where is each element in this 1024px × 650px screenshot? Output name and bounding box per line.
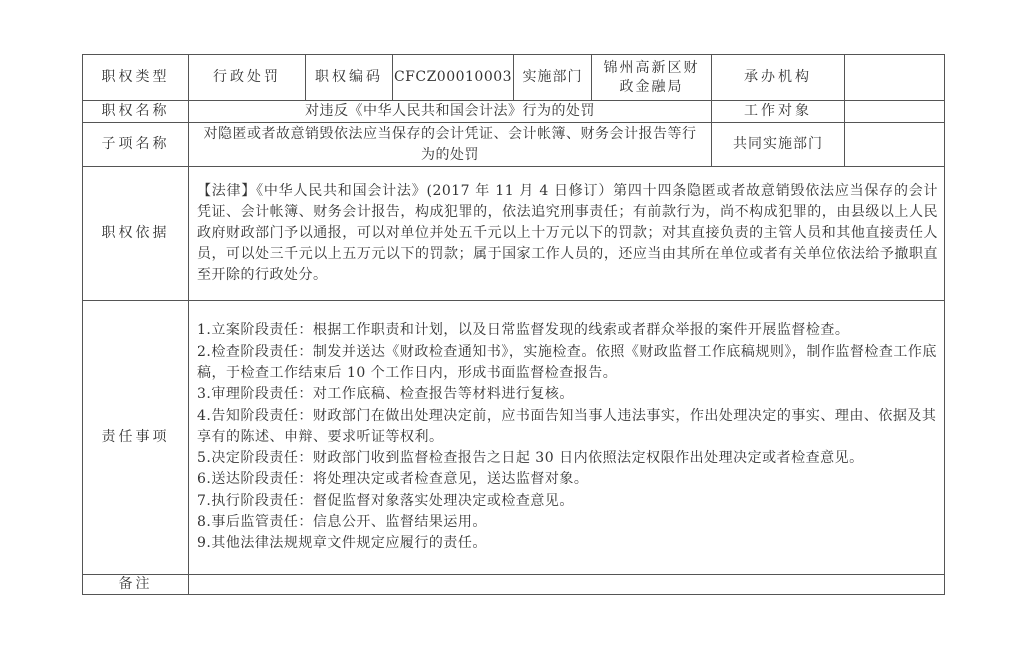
resp-item-1: 1.立案阶段责任：根据工作职责和计划，以及日常监督发现的线索或者群众举报的案件开展监督检查。 [197, 322, 850, 339]
value-target [845, 101, 945, 123]
value-note [189, 575, 945, 595]
resp-item-9: 9.其他法律法规规章文件规定应履行的责任。 [197, 535, 487, 552]
row-type [83, 55, 945, 101]
label-name: 职权名称 [83, 101, 189, 123]
label-org: 承办机构 [712, 55, 845, 101]
value-type: 行政处罚 [189, 55, 306, 101]
row-resp [83, 301, 945, 575]
resp-item-3: 3.审理阶段责任：对工作底稿、检查报告等材料进行复核。 [197, 386, 574, 403]
row-name [83, 101, 945, 123]
label-resp: 责任事项 [83, 301, 189, 575]
resp-item-2: 2.检查阶段责任：制发并送达《财政检查通知书》，实施检查。依照《财政监督工作底稿规则》，制作监督检查工作底稿，于检查工作结束后 10 个工作日内，形成书面监督检查报告。 [197, 343, 937, 381]
value-dept: 锦州高新区财政金融局 [592, 55, 712, 101]
value-name: 对违反《中华人民共和国会计法》行为的处罚 [189, 101, 712, 123]
value-org [845, 55, 945, 101]
resp-item-6: 6.送达阶段责任：将处理决定或者检查意见，送达监督对象。 [197, 471, 589, 488]
row-basis [83, 167, 945, 301]
label-type: 职权类型 [83, 55, 189, 101]
value-code: CFCZ00010003 [393, 55, 514, 101]
label-joint: 共同实施部门 [712, 123, 845, 167]
label-code: 职权编码 [306, 55, 393, 101]
resp-list [189, 301, 945, 575]
row-sub [83, 123, 945, 167]
label-sub: 子项名称 [83, 123, 189, 167]
label-basis: 职权依据 [83, 167, 189, 301]
value-basis: 【法律】《中华人民共和国会计法》(2017 年 11 月 4 日修订）第四十四条隐匿或者故意销毁依法应当保存的会计凭证、会计帐簿、财务会计报告，构成犯罪的，依法追究刑事责任；有前款行为，尚不构成犯罪的，由县级以上人民政府财政部门予以通报，可以对单位并处五千元以上十万元以下的罚款；对其直接负责的主管人员和其他直接责任人员，可以处三千元以上五万元以下的罚款；属于国家工作人员的，还应当由其所在单位或者有关单位依法给予撤职直至开除的行政处分。 [189, 167, 945, 301]
value-sub: 对隐匿或者故意销毁依法应当保存的会计凭证、会计帐簿、财务会计报告等行为的处罚 [189, 123, 712, 167]
label-dept: 实施部门 [514, 55, 592, 101]
resp-item-8: 8.事后监管责任：信息公开、监督结果运用。 [197, 514, 487, 531]
row-note [83, 575, 945, 595]
authority-table [82, 54, 945, 595]
value-joint [845, 123, 945, 167]
resp-item-4: 4.告知阶段责任：财政部门在做出处理决定前，应书面告知当事人违法事实，作出处理决定的事实、理由、依据及其享有的陈述、申辩、要求听证等权利。 [197, 407, 937, 445]
resp-item-5: 5.决定阶段责任：财政部门收到监督检查报告之日起 30 日内依照法定权限作出处理决定或者检查意见。 [197, 450, 864, 467]
resp-item-7: 7.执行阶段责任：督促监督对象落实处理决定或检查意见。 [197, 492, 574, 509]
label-target: 工作对象 [712, 101, 845, 123]
label-note: 备注 [83, 575, 189, 595]
